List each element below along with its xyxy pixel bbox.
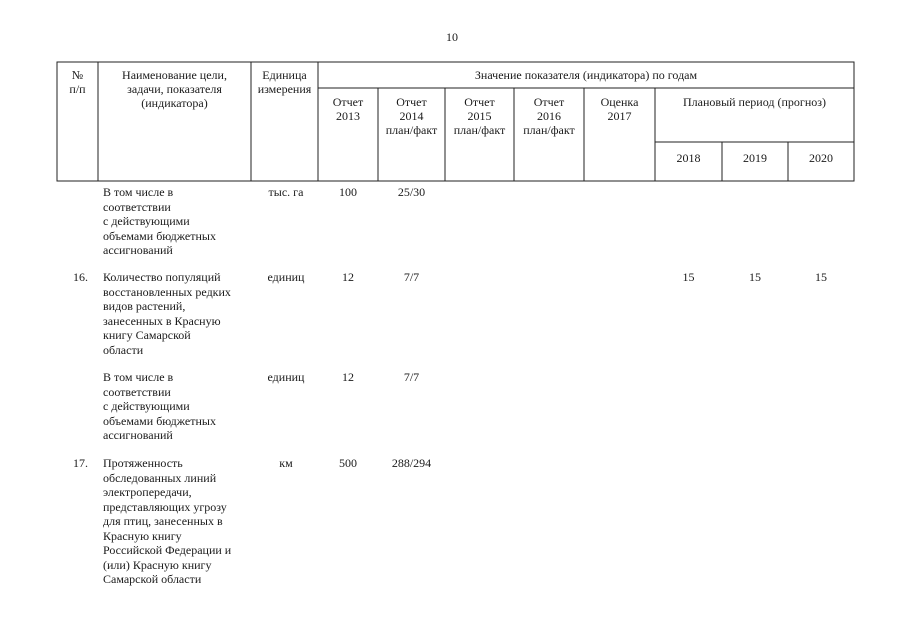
header-year-2019: 2019 bbox=[743, 151, 767, 165]
row-2013: 12 bbox=[342, 370, 354, 384]
row-2014: 288/294 bbox=[391, 456, 432, 470]
table-header bbox=[0, 0, 905, 190]
row-unit: единиц bbox=[267, 270, 305, 284]
row-2013: 100 bbox=[339, 185, 357, 199]
row-number: 16. bbox=[73, 270, 88, 284]
row-unit: тыс. га bbox=[268, 185, 304, 199]
header-num: № п/п bbox=[69, 68, 86, 96]
row-name: Протяженность обследованных линий электропередачи, представляющих угрозу для птиц, занесенных в Красную книгу Российской Федерации и (или) Красную книгу Самарской области bbox=[103, 456, 232, 586]
header-report-2013: Отчет 2013 bbox=[332, 95, 364, 123]
row-2020: 15 bbox=[815, 270, 827, 284]
row-name: В том числе в соответствии с действующими объемами бюджетных ассигнований bbox=[103, 370, 216, 442]
header-unit: Единица измерения bbox=[257, 68, 312, 96]
page-number: 10 bbox=[446, 30, 458, 44]
header-name: Наименование цели, задачи, показателя (индикатора) bbox=[122, 68, 227, 110]
row-2014: 7/7 bbox=[403, 270, 420, 284]
row-2018: 15 bbox=[682, 270, 695, 284]
row-unit: км bbox=[279, 456, 293, 470]
row-2013: 12 bbox=[342, 270, 354, 284]
row-2013: 500 bbox=[339, 456, 357, 470]
row-2014: 25/30 bbox=[397, 185, 426, 199]
header-year-2018: 2018 bbox=[676, 151, 701, 165]
header-report-2016: Отчет 2016 план/факт bbox=[523, 95, 575, 137]
row-2019: 15 bbox=[749, 270, 761, 284]
row-name: В том числе в соответствии с действующими объемами бюджетных ассигнований bbox=[103, 185, 216, 257]
header-year-2020: 2020 bbox=[809, 151, 833, 165]
header-value-group: Значение показателя (индикатора) по годам bbox=[474, 68, 698, 82]
row-2014: 7/7 bbox=[403, 370, 420, 384]
row-name: Количество популяций восстановленных редких видов растений, занесенных в Красную книгу Самарской области bbox=[103, 270, 231, 357]
header-plan-period: Плановый период (прогноз) bbox=[683, 95, 826, 109]
row-number: 17. bbox=[73, 456, 88, 470]
header-report-2014: Отчет 2014 план/факт bbox=[385, 95, 438, 137]
header-estimate-2017: Оценка 2017 bbox=[600, 95, 639, 123]
header-report-2015: Отчет 2015 план/факт bbox=[453, 95, 506, 137]
row-unit: единиц bbox=[267, 370, 305, 384]
